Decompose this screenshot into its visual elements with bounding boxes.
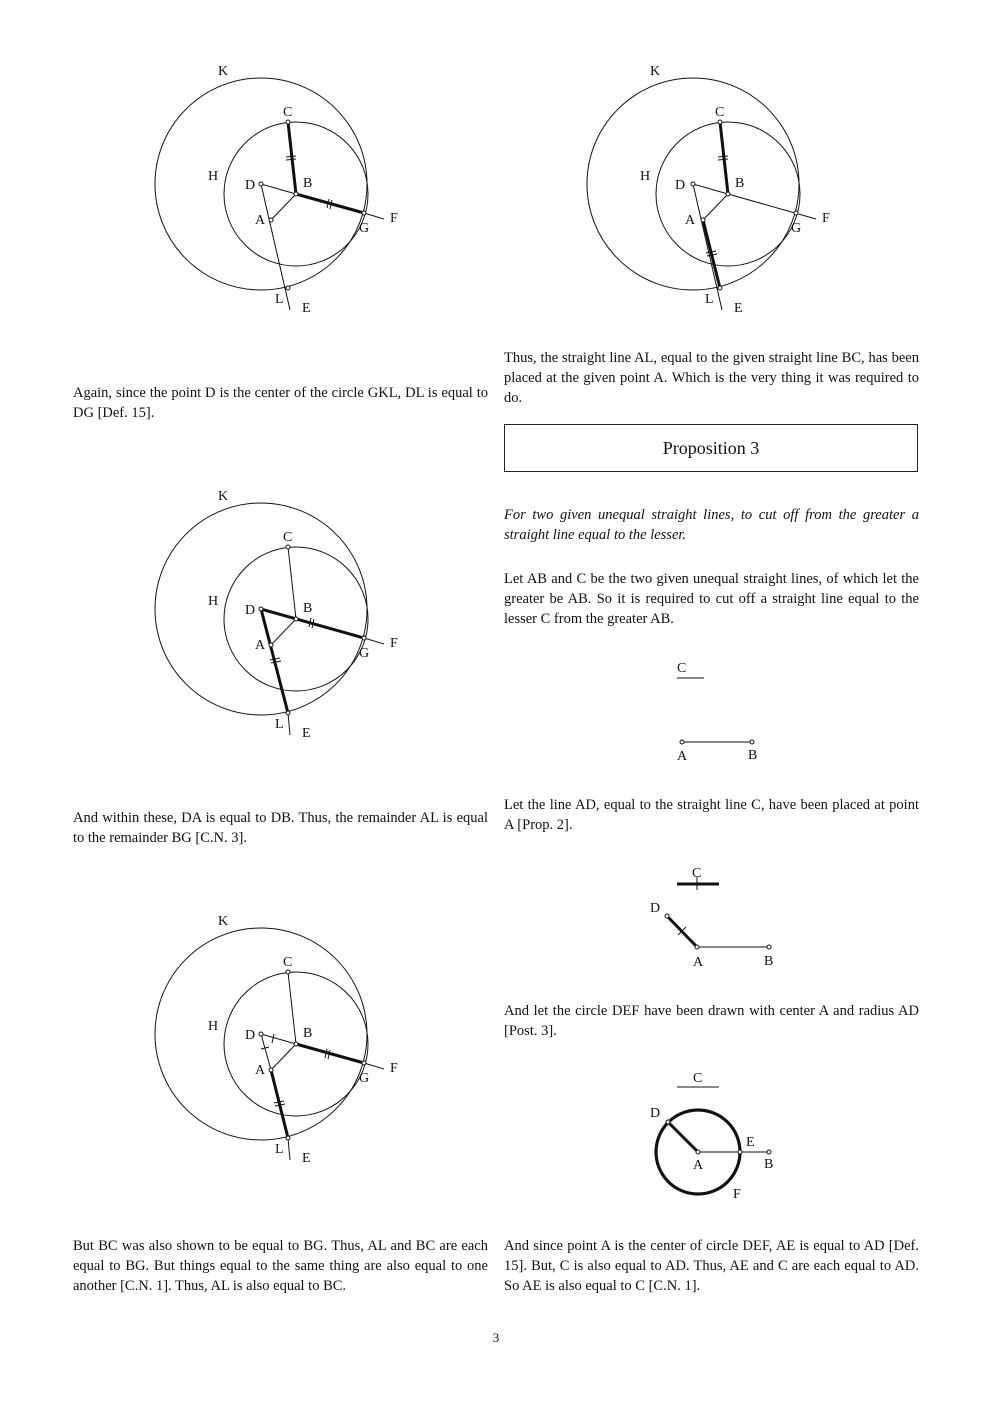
svg-text:F: F xyxy=(733,1187,741,1202)
label-b: B xyxy=(303,176,313,191)
label-c: C xyxy=(283,105,293,120)
svg-text:D: D xyxy=(245,603,256,618)
svg-text:H: H xyxy=(208,1019,219,1034)
svg-text:B: B xyxy=(764,954,774,969)
svg-text:A: A xyxy=(255,1063,266,1078)
figure-4-circle-construction xyxy=(140,905,420,1175)
svg-text:A: A xyxy=(685,213,696,228)
svg-text:L: L xyxy=(275,1142,284,1157)
enunciation: For two given unequal straight lines, to cut off from the greater a straight line equal to the lesser. xyxy=(504,507,919,543)
svg-text:E: E xyxy=(734,301,743,316)
svg-text:B: B xyxy=(764,1157,774,1172)
svg-text:K: K xyxy=(650,64,661,79)
svg-text:L: L xyxy=(705,292,714,307)
left-paragraph-2: And within these, DA is equal to DB. Thus, the remainder AL is equal to the remainder BG [C.N. 3]. xyxy=(73,810,488,846)
svg-text:A: A xyxy=(255,638,266,653)
svg-text:L: L xyxy=(275,717,284,732)
svg-text:H: H xyxy=(640,169,651,184)
svg-text:G: G xyxy=(791,221,802,236)
label-l: L xyxy=(275,292,284,307)
page-number: 3 xyxy=(492,1330,500,1345)
label-f: F xyxy=(390,211,398,226)
right-paragraph-1: Thus, the straight line AL, equal to the given straight line BC, has been placed at the given point A. Which is the very thing it was required to do. xyxy=(504,350,919,406)
svg-text:H: H xyxy=(208,594,219,609)
svg-text:D: D xyxy=(650,901,661,916)
svg-text:E: E xyxy=(302,1151,311,1166)
svg-text:E: E xyxy=(746,1135,755,1150)
right-paragraph-5: And since point A is the center of circle DEF, AE is equal to AD [Def. 15]. But, C is also equal to AD. Thus, AE and C are each equal to AD. So AE is also equal to C [C.N. 1]. xyxy=(504,1238,919,1294)
svg-text:C: C xyxy=(715,105,725,120)
svg-text:A: A xyxy=(693,1158,704,1173)
left-paragraph-1: Again, since the point D is the center of the circle GKL, DL is equal to DG [Def. 15]. xyxy=(73,385,488,421)
label-e: E xyxy=(302,301,311,316)
proposition-title-box xyxy=(504,424,918,472)
svg-text:C: C xyxy=(692,866,702,881)
svg-text:K: K xyxy=(218,914,229,929)
figure-3-circle-construction xyxy=(140,480,420,750)
svg-text:F: F xyxy=(822,211,830,226)
label-k: K xyxy=(218,64,229,79)
figure-5-given-lines xyxy=(640,650,790,770)
svg-text:A: A xyxy=(693,955,704,970)
figure-1-circle-construction xyxy=(140,55,420,325)
svg-text:D: D xyxy=(650,1106,661,1121)
label-g: G xyxy=(359,221,370,236)
svg-text:K: K xyxy=(218,489,229,504)
svg-text:D: D xyxy=(245,1028,256,1043)
left-paragraph-3: But BC was also shown to be equal to BG. Thus, AL and BC are each equal to BG. But things equal to the same thing are also equal to one another [C.N. 1]. Thus, AL is also equal to BC. xyxy=(73,1238,488,1294)
svg-text:A: A xyxy=(677,749,688,764)
right-paragraph-4: And let the circle DEF have been drawn with center A and radius AD [Post. 3]. xyxy=(504,1003,919,1039)
svg-text:F: F xyxy=(390,1061,398,1076)
svg-text:F: F xyxy=(390,636,398,651)
svg-text:E: E xyxy=(302,726,311,741)
svg-text:D: D xyxy=(675,178,686,193)
line-bc xyxy=(288,122,296,194)
svg-text:C: C xyxy=(283,530,293,545)
right-paragraph-3: Let the line AD, equal to the straight line C, have been placed at point A [Prop. 2]. xyxy=(504,797,919,833)
svg-text:B: B xyxy=(748,748,758,763)
figure-2-circle-construction xyxy=(572,55,852,325)
svg-text:B: B xyxy=(735,176,745,191)
svg-text:G: G xyxy=(359,1071,370,1086)
label-h: H xyxy=(208,169,219,184)
svg-text:C: C xyxy=(283,955,293,970)
label-d: D xyxy=(245,178,256,193)
label-a: A xyxy=(255,213,266,228)
right-paragraph-2: Let AB and C be the two given unequal straight lines, of which let the greater be AB. So it is required to cut off a straight line equal to the lesser C from the greater AB. xyxy=(504,571,919,627)
svg-text:C: C xyxy=(693,1071,703,1086)
figure-6-line-ad-placed xyxy=(640,860,790,975)
svg-text:B: B xyxy=(303,1026,313,1041)
proposition-title: Proposition 3 xyxy=(662,437,760,458)
line-bg xyxy=(296,194,364,213)
svg-text:G: G xyxy=(359,646,370,661)
figure-7-circle-def xyxy=(640,1065,790,1205)
svg-text:B: B xyxy=(303,601,313,616)
svg-text:C: C xyxy=(677,661,687,676)
